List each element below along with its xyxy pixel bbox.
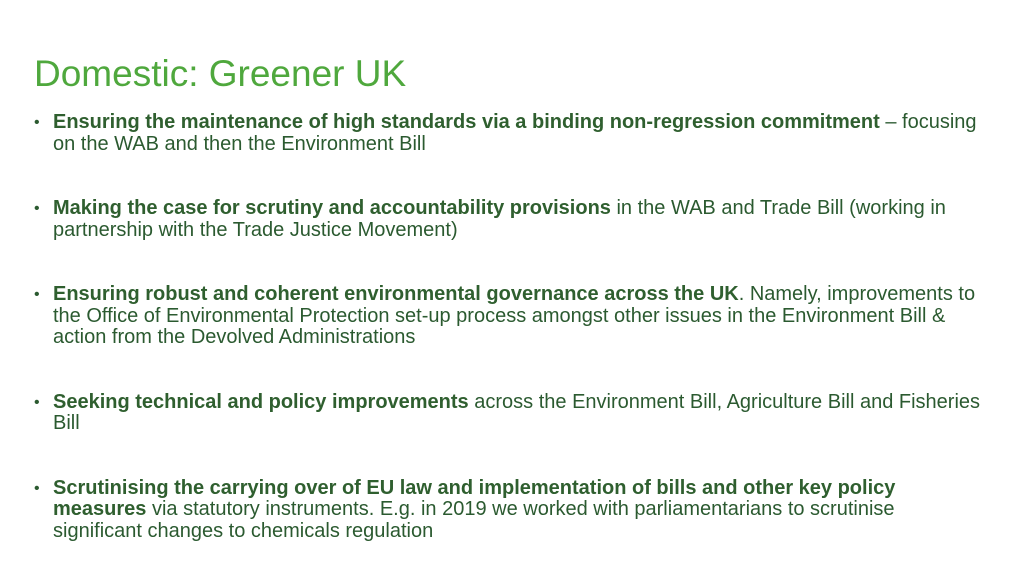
bullet-lead-text: Making the case for scrutiny and accountability provisions xyxy=(53,197,611,219)
bullet-body-text: – focusing on the WAB and then the Environment Bill xyxy=(53,111,977,155)
bullet-item xyxy=(34,392,984,435)
bullet-marker: • xyxy=(34,393,40,411)
bullet-item xyxy=(34,198,984,241)
bullet-body-text: via statutory instruments. E.g. in 2019 we worked with parliamentarians to scrutinise significant changes to chemicals regulation xyxy=(53,498,895,542)
slide-title: Domestic: Greener UK xyxy=(34,53,407,94)
bullet-marker: • xyxy=(34,479,40,497)
bullet-lead-text: Ensuring robust and coherent environmental governance across the UK xyxy=(53,283,739,305)
bullet-body-text: in the WAB and Trade Bill (working in partnership with the Trade Justice Movement) xyxy=(53,197,946,241)
bullet-body-text: across the Environment Bill, Agriculture Bill and Fisheries Bill xyxy=(53,390,981,434)
bullet-body-text: . Namely, improvements to the Office of Environmental Protection set-up process amongst other issues in the Environment Bill & action from the Devolved Administrations xyxy=(53,283,976,348)
bullet-lead-text: Seeking technical and policy improvements xyxy=(53,390,469,413)
bullet-marker: • xyxy=(34,286,40,303)
bullet-marker: • xyxy=(34,114,40,131)
bullet-marker: • xyxy=(34,200,40,217)
bullet-list xyxy=(34,112,984,542)
bullet-item xyxy=(34,478,984,543)
bullet-lead-text: Scrutinising the carrying over of EU law and implementation of bills and other key policy measures xyxy=(53,476,896,520)
bullet-lead-text: Ensuring the maintenance of high standards via a binding non-regression commitment xyxy=(53,111,880,133)
bullet-item xyxy=(34,284,984,349)
bullet-item xyxy=(34,112,984,155)
